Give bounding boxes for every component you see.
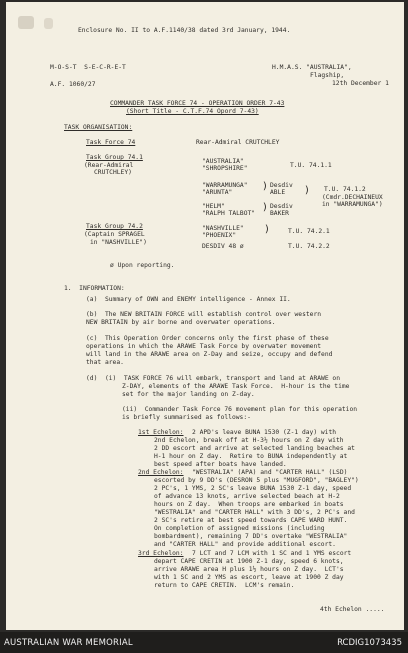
document-date: 12th December 1: [332, 80, 389, 87]
record-id: RCDIG1073435: [337, 638, 402, 648]
echelon-2-text: escorted by 9 DD's (DESRON 5 plus "MUGFORD", "BAGLEY"): [154, 477, 359, 484]
task-group-74-2-commander: in "NASHVILLE"): [90, 239, 147, 246]
task-organisation-heading: TASK ORGANISATION:: [64, 124, 133, 131]
echelon-3-text: return to CAPE CRETIN. LCM's remain.: [154, 582, 295, 589]
archive-name: AUSTRALIAN WAR MEMORIAL: [4, 638, 133, 648]
echelon-1-text: 2nd Echelon, break off at H-3½ hours on Z day with: [154, 437, 344, 444]
echelon-3-label: 3rd Echelon:: [138, 550, 184, 557]
echelon-2-text: 2 PC's, 1 YMS, 2 SC's leave BUNA 1530 Z-1 day, speed: [154, 485, 352, 492]
task-group-74-2: Task Group 74.2: [86, 223, 143, 230]
ship-list: "WARRAMUNGA": [202, 182, 248, 189]
destroyer-division: Desdiv: [270, 182, 293, 189]
order-short-title: (Short Title - C.T.F.74 Opord 7-43): [126, 108, 259, 115]
echelon-2-text: of advance 13 knots, arrive selected beach at H-2: [154, 493, 340, 500]
ship-name: H.M.A.S. "AUSTRALIA",: [272, 64, 352, 71]
echelon-2-label: 2nd Echelon:: [138, 469, 184, 476]
destroyer-division: Desdiv: [270, 203, 293, 210]
footnote: ø Upon reporting.: [110, 262, 175, 269]
task-unit-commander: in "WARRAMUNGA"): [322, 201, 383, 208]
information-heading: 1. INFORMATION:: [64, 285, 125, 292]
paragraph-d: Z-DAY, elements of the ARAWE Task Force. H-hour is the time: [122, 383, 350, 390]
document-page: [6, 2, 404, 630]
echelon-3-text: 7 LCT and 7 LCM with 1 SC and 1 YMS escort: [192, 550, 352, 557]
paragraph-d: (ii) Commander Task Force 76 movement plan for this operation: [122, 406, 358, 413]
archive-stamp-mark: [18, 16, 34, 29]
ship-list: "RALPH TALBOT": [202, 210, 256, 217]
brace: ): [262, 202, 269, 213]
task-unit-74-1-1: T.U. 74.1.1: [290, 162, 332, 169]
task-unit-74-2-1: T.U. 74.2.1: [288, 228, 330, 235]
ship-list: "HELM": [202, 203, 225, 210]
task-force-74: Task Force 74: [86, 139, 136, 146]
archive-stamp-mark-small: [44, 18, 53, 29]
echelon-2-text: On completion of assigned missions (including: [154, 525, 325, 532]
paragraph-c: (c) This Operation Order concerns only the first phase of these: [86, 335, 329, 342]
paragraph-a: (a) Summary of OWN and ENEMY intelligence - Annex II.: [86, 296, 291, 303]
echelon-3-text: depart CAPE CRETIN at 1900 Z-1 day, speed 6 knots,: [154, 558, 344, 565]
task-group-74-1: Task Group 74.1: [86, 154, 143, 161]
echelon-2-text: "WESTRALIA" (APA) and "CARTER HALL" (LSD): [192, 469, 348, 476]
paragraph-b: (b) The NEW BRITAIN FORCE will establish control over western: [86, 311, 322, 318]
brace: ): [304, 185, 311, 196]
archive-footer-bar: [0, 632, 408, 653]
echelon-2-text: hours on Z day. When troops are embarked in boats: [154, 501, 344, 508]
task-unit-74-1-2: T.U. 74.1.2: [324, 186, 366, 193]
task-group-74-1-commander: CRUTCHLEY): [94, 169, 132, 176]
paragraph-d: (d) (i) TASK FORCE 76 will embark, transport and land at ARAWE on: [86, 375, 341, 382]
paragraph-b: NEW BRITAIN by air borne and overwater operations.: [86, 319, 276, 326]
destroyer-division: DESDIV 48 ø: [202, 243, 244, 250]
task-unit-74-2-2: T.U. 74.2.2: [288, 243, 330, 250]
task-force-74-commander: Rear-Admiral CRUTCHLEY: [196, 139, 280, 146]
echelon-1-text: H-1 hour on Z day. Retire to BUNA independently at: [154, 453, 348, 460]
echelon-1-text: 2 DD escort and arrive at selected landing beaches at: [154, 445, 355, 452]
flagship-label: Flagship,: [310, 72, 345, 79]
paragraph-c: will land in the ARAWE area on Z-Day and seize, occupy and defend: [86, 351, 333, 358]
ship-list: "SHROPSHIRE": [202, 165, 248, 172]
paragraph-d: set for the major landing on Z-day.: [122, 391, 255, 398]
ship-list: "NASHVILLE": [202, 225, 244, 232]
task-unit-commander: (Cmdr.DECHAINEUX: [322, 194, 383, 201]
echelon-2-text: "WESTRALIA" and "CARTER HALL" with 3 DD's, 2 PC's and: [154, 509, 355, 516]
task-group-74-2-commander: (Captain SPRAGEL: [84, 231, 145, 238]
echelon-1-text: best speed after boats have landed.: [154, 461, 287, 468]
echelon-1-label: 1st Echelon:: [138, 429, 184, 436]
ship-list: "PHOENIX": [202, 232, 237, 239]
order-title: COMMANDER TASK FORCE 74 - OPERATION ORDER 7-43: [110, 100, 285, 107]
destroyer-division: BAKER: [270, 210, 289, 217]
task-group-74-1-commander: (Rear-Admiral: [84, 162, 134, 169]
ship-list: "ARUNTA": [202, 189, 233, 196]
reference-number: A.F. 1060/27: [50, 81, 96, 88]
echelon-2-text: and "CARTER HALL" and provide additional escort.: [154, 541, 336, 548]
echelon-2-text: 2 SC's retire at best speed towards CAPE WARD HUNT.: [154, 517, 348, 524]
paragraph-c: operations in which the ARAWE Task Force by overwater movement: [86, 343, 322, 350]
echelon-1-text: 2 APD's leave BUNA 1530 (Z-1 day) with: [192, 429, 337, 436]
enclosure-line: Enclosure No. II to A.F.1140/38 dated 3rd January, 1944.: [78, 27, 291, 34]
echelon-2-text: bombardment), remaining 7 DD's overtake "WESTRALIA": [154, 533, 348, 540]
security-classification: M-O-S-T S-E-C-R-E-T: [50, 64, 126, 71]
destroyer-division: ABLE: [270, 189, 286, 196]
ship-list: "AUSTRALIA": [202, 158, 244, 165]
brace: ): [262, 181, 269, 192]
echelon-3-text: arrive ARAWE area H plus 1½ hours on Z day. LCT's: [154, 566, 344, 573]
echelon-3-text: with 1 SC and 2 YMS as escort, leave at 1900 Z day: [154, 574, 344, 581]
paragraph-c: that area.: [86, 359, 124, 366]
brace: ): [264, 224, 271, 235]
paragraph-d: is briefly summarised as follows:-: [122, 414, 251, 421]
continuation-note: 4th Echelon .....: [320, 606, 385, 613]
